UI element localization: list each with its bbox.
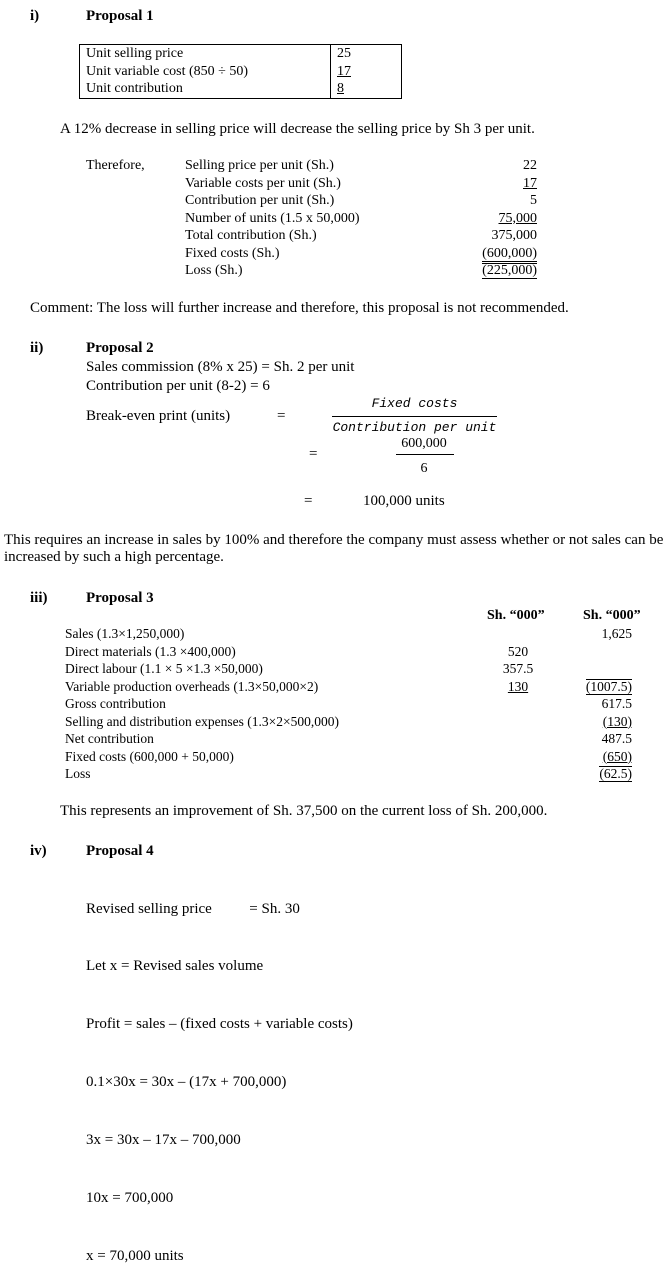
commission-text: Sales commission (8% x 25) = Sh. 2 per unit xyxy=(86,359,355,375)
equation-line: Profit = sales – (fixed costs + variable costs) xyxy=(86,1016,353,1033)
equals-sign: = xyxy=(304,493,313,509)
unit-contribution-table xyxy=(79,44,402,99)
row-value: 5 xyxy=(530,193,537,208)
cell-b: 487.5 xyxy=(601,731,632,746)
cell-b: (62.5) xyxy=(599,766,632,781)
break-even-label: Break-even print (units) xyxy=(86,408,231,424)
row-value: 75,000 xyxy=(498,210,537,226)
row-label: Fixed costs (Sh.) xyxy=(185,245,280,261)
row-label: Loss xyxy=(65,766,91,781)
table-cell-label: Unit selling price xyxy=(80,45,331,63)
row-label: Sales (1.3×1,250,000) xyxy=(65,626,185,641)
fraction2-numerator: 600,000 xyxy=(401,436,447,451)
column-header: Sh. “000” xyxy=(583,608,641,623)
equation-line: 0.1×30x = 30x – (17x + 700,000) xyxy=(86,1074,287,1091)
row-label: Gross contribution xyxy=(65,696,166,711)
cell-a xyxy=(490,625,546,643)
comment-text: Comment: The loss will further increase and therefore, this proposal is not recommended. xyxy=(30,300,569,316)
equation-line: x = 70,000 units xyxy=(86,1247,184,1264)
row-label: Total contribution (Sh.) xyxy=(185,228,317,243)
fraction-numerator: Fixed costs xyxy=(371,396,458,411)
table-row xyxy=(80,80,402,98)
cell-b: (1007.5) xyxy=(585,678,632,694)
equation-line: 3x = 30x – 17x – 700,000 xyxy=(86,1132,241,1149)
fraction2-denominator: 6 xyxy=(420,461,428,476)
cell-a: 357.5 xyxy=(502,661,534,676)
row-value: 17 xyxy=(523,175,537,191)
row-value: (225,000) xyxy=(482,263,537,278)
cell-b: 1,625 xyxy=(601,626,632,641)
table-cell-value: 8 xyxy=(337,81,344,96)
equation-line: Revised selling price = Sh. 30 xyxy=(86,900,300,917)
cell-b: 617.5 xyxy=(601,696,632,711)
section-number-3: iii) xyxy=(30,590,48,606)
column-header: Sh. “000” xyxy=(487,608,545,623)
table-row xyxy=(80,45,402,63)
table-cell-value: 25 xyxy=(337,46,351,61)
cell-b: (650) xyxy=(602,748,632,764)
table-cell-label: Unit variable cost (850 ÷ 50) xyxy=(80,63,331,81)
break-even-result: 100,000 units xyxy=(363,493,445,509)
proposal2-paragraph: This requires an increase in sales by 100% and therefore the company must assess whether or not sales can be increased by such a high percentage. xyxy=(4,532,664,565)
row-label: Loss (Sh.) xyxy=(185,263,243,278)
row-label: Selling price per unit (Sh.) xyxy=(185,158,334,173)
table-cell-label: Unit contribution xyxy=(80,80,331,98)
row-label: Variable costs per unit (Sh.) xyxy=(185,175,341,191)
statement-text: A 12% decrease in selling price will decrease the selling price by Sh 3 per unit. xyxy=(60,121,535,137)
row-label: Selling and distribution expenses (1.3×2×500,000) xyxy=(65,713,339,729)
equals-sign: = xyxy=(277,408,286,424)
row-label: Fixed costs (600,000 + 50,000) xyxy=(65,748,234,764)
row-value: (600,000) xyxy=(482,245,537,261)
proposal3-col-b xyxy=(560,625,632,783)
cell-a: 130 xyxy=(507,678,529,694)
cell-a: 520 xyxy=(507,643,529,659)
section-number-1: i) xyxy=(30,8,40,24)
proposal3-col-a xyxy=(490,625,546,695)
row-label: Direct materials (1.3 ×400,000) xyxy=(65,643,236,659)
section-number-2: ii) xyxy=(30,340,44,356)
fraction-denominator: Contribution per unit xyxy=(332,420,497,435)
equation-line: 10x = 700,000 xyxy=(86,1190,174,1207)
proposal1-rows-values xyxy=(440,157,537,280)
row-value: 22 xyxy=(523,158,537,173)
row-label: Net contribution xyxy=(65,731,154,746)
contribution-text: Contribution per unit (8-2) = 6 xyxy=(86,378,270,394)
row-value: 375,000 xyxy=(491,228,537,243)
table-cell-value: 17 xyxy=(337,63,351,79)
row-label: Variable production overheads (1.3×50,000×2) xyxy=(65,678,319,694)
proposal3-statement: This represents an improvement of Sh. 37,500 on the current loss of Sh. 200,000. xyxy=(60,803,548,819)
fraction2-bar xyxy=(396,454,454,455)
section-number-4: iv) xyxy=(30,843,47,859)
proposal1-rows-labels xyxy=(185,157,360,280)
therefore-label: Therefore, xyxy=(86,158,145,173)
section-title-4: Proposal 4 xyxy=(86,843,154,859)
proposal4-lines xyxy=(86,861,353,1286)
section-title-1: Proposal 1 xyxy=(86,8,154,24)
section-title-2: Proposal 2 xyxy=(86,340,154,356)
row-label: Contribution per unit (Sh.) xyxy=(185,193,335,208)
table-row xyxy=(80,63,402,81)
equation-line: Let x = Revised sales volume xyxy=(86,958,264,975)
proposal3-labels xyxy=(65,625,339,783)
row-label: Number of units (1.5 x 50,000) xyxy=(185,210,360,226)
fraction-bar xyxy=(332,416,497,417)
section-title-3: Proposal 3 xyxy=(86,590,154,606)
row-label: Direct labour (1.1 × 5 ×1.3 ×50,000) xyxy=(65,661,263,676)
equals-sign: = xyxy=(309,446,318,462)
cell-b: (130) xyxy=(602,713,632,729)
